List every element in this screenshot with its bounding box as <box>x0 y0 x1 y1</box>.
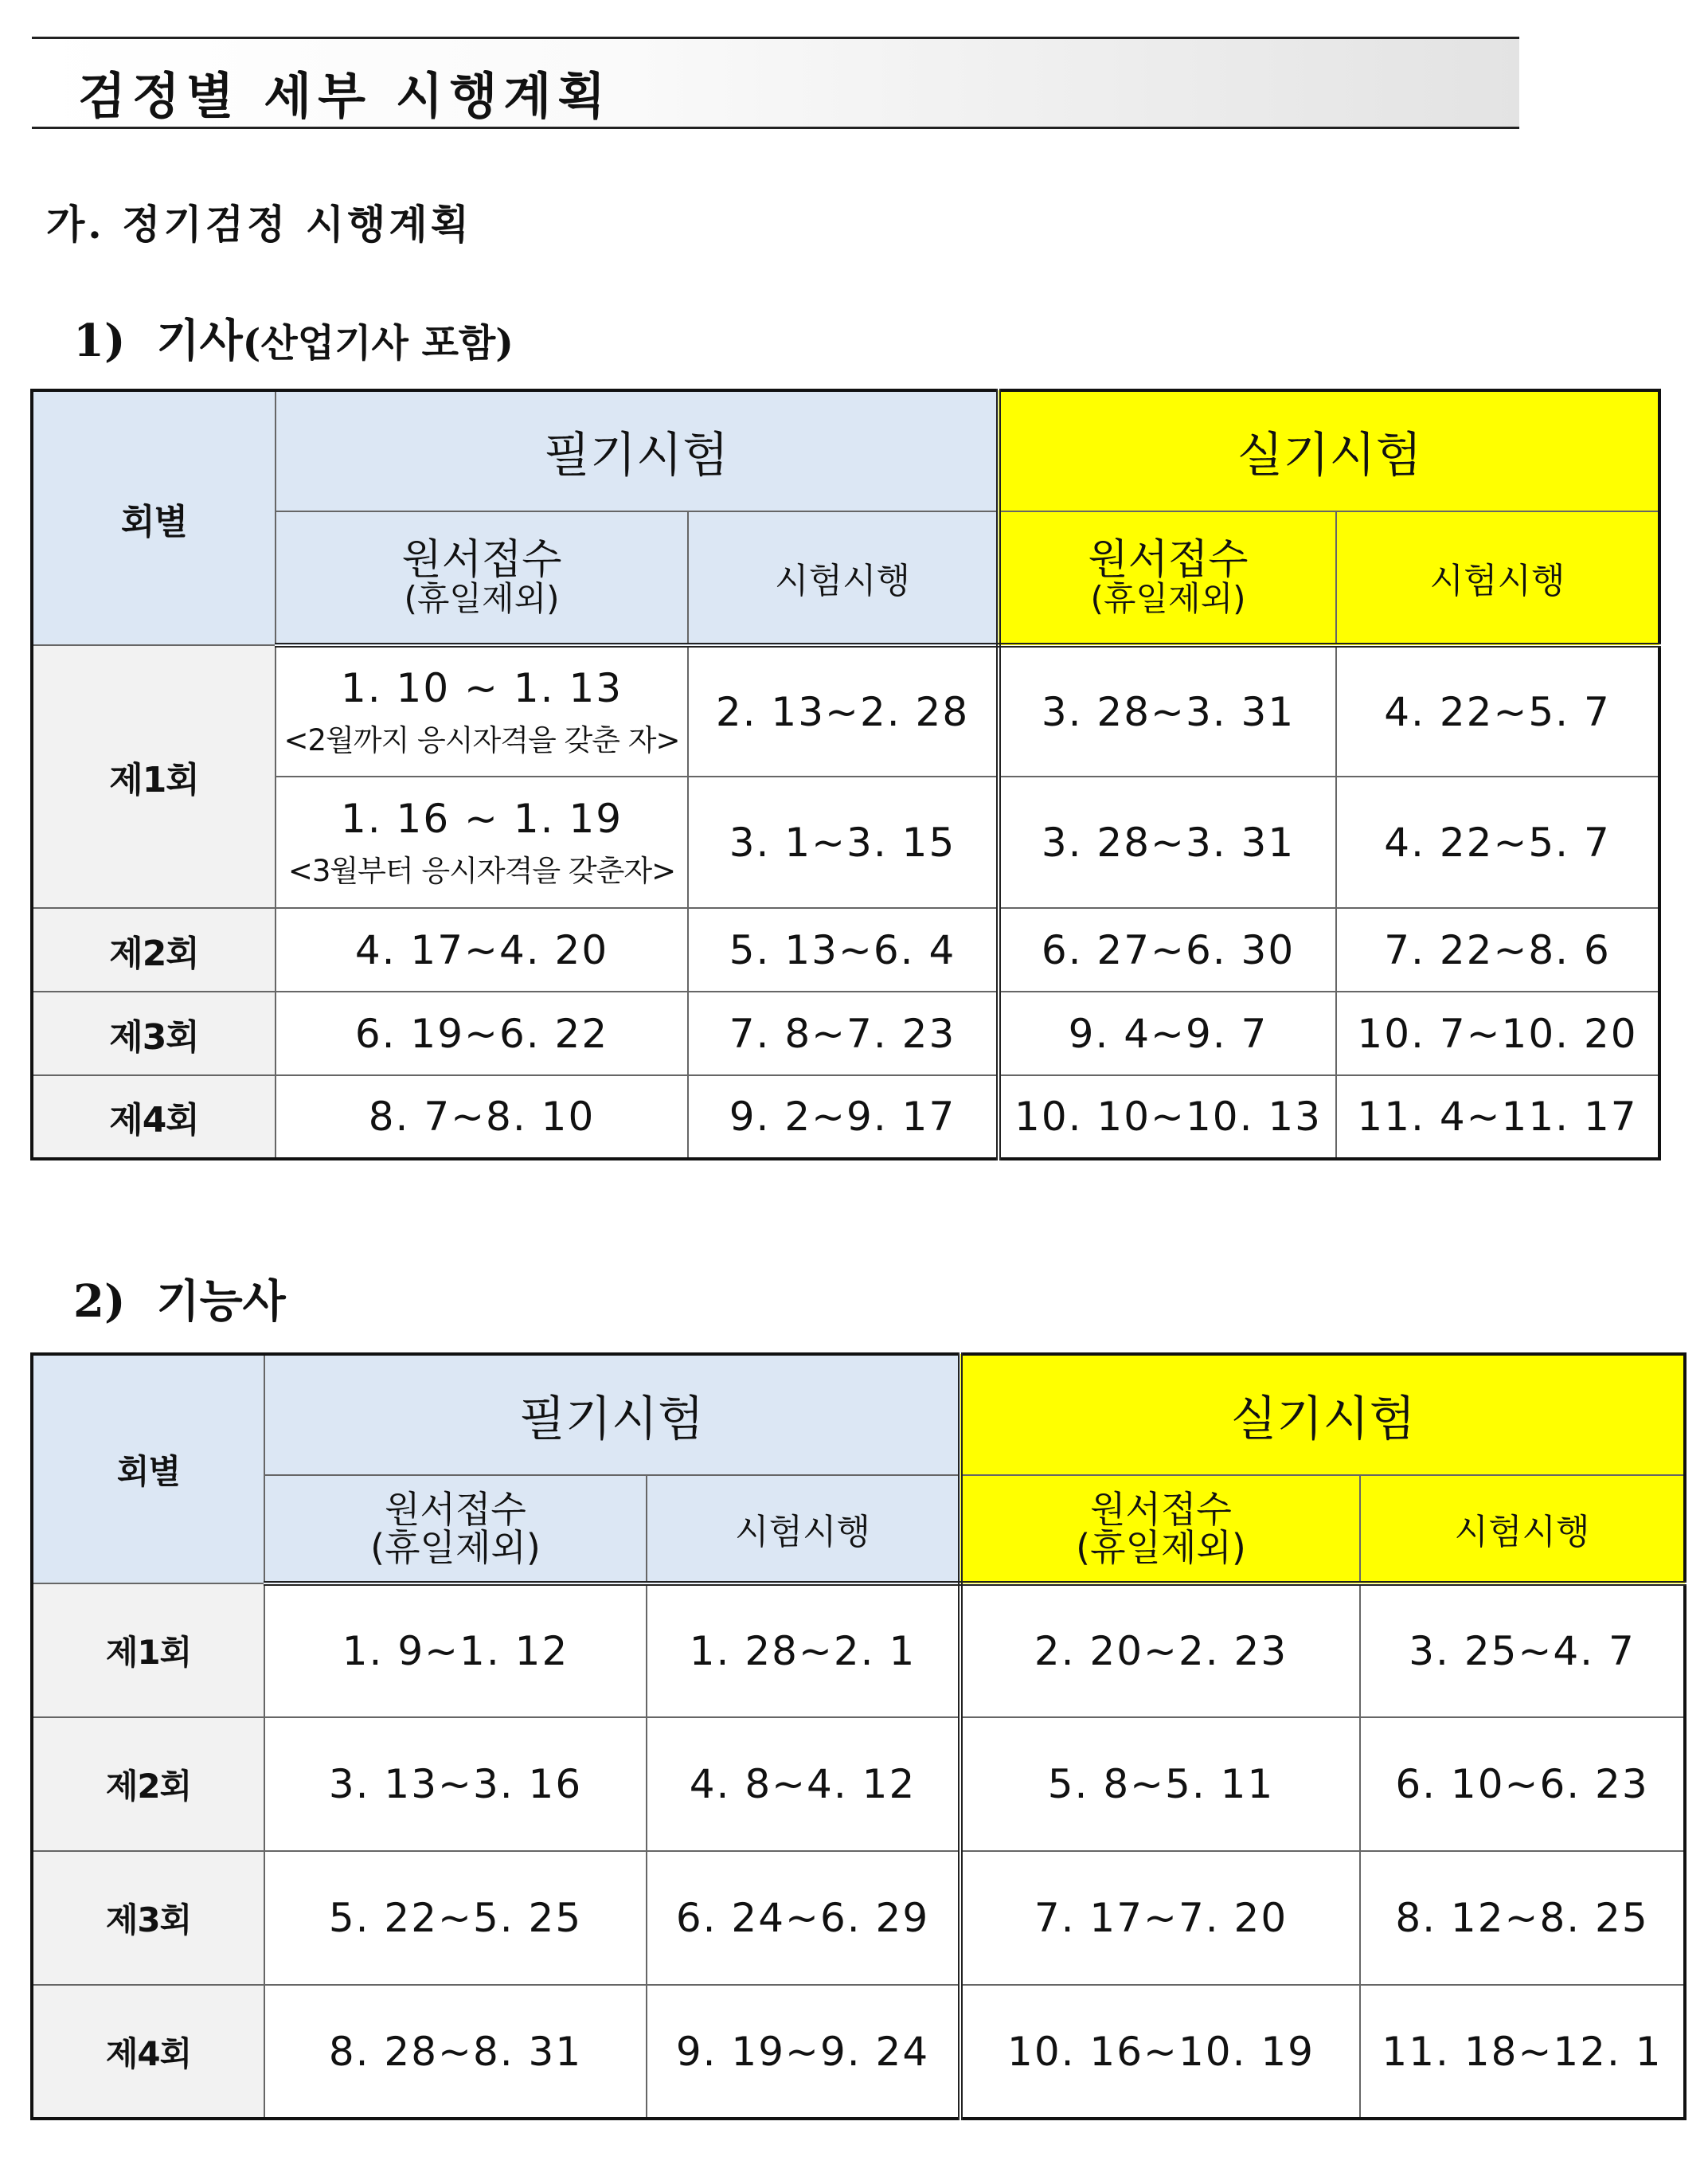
table1-header-written-apply-note: (휴일제외) <box>404 579 560 619</box>
table1-practical-exam: 7. 22~8. 6 <box>1336 908 1659 992</box>
table2-written-apply: 5. 22~5. 25 <box>264 1851 647 1985</box>
table1-practical-apply: 6. 27~6. 30 <box>999 908 1336 992</box>
table-row <box>32 992 1659 1075</box>
table1-written-apply-note: <2월까지 응시자격을 갖춘 자> <box>283 722 680 757</box>
table1-schedule <box>30 389 1661 1160</box>
table2-written-apply: 3. 13~3. 16 <box>264 1717 647 1851</box>
table2-header-practical-apply-note: (휴일제외) <box>1076 1526 1246 1569</box>
table1-written-apply: 8. 7~8. 10 <box>276 1075 688 1159</box>
table1-written-exam: 9. 2~9. 17 <box>688 1075 999 1159</box>
table2-practical-exam: 8. 12~8. 25 <box>1360 1851 1685 1985</box>
table-row <box>32 1985 1685 2119</box>
table2-group-written: 필기시험 <box>264 1354 960 1475</box>
table2-written-exam: 1. 28~2. 1 <box>647 1583 960 1717</box>
table1-header-practical-apply <box>999 511 1336 645</box>
table-row <box>32 1583 1685 1717</box>
table1-practical-apply: 9. 4~9. 7 <box>999 992 1336 1075</box>
table1-written-apply-note: <3월부터 응시자격을 갖춘자> <box>287 853 676 888</box>
table2-heading-title: 기능사 <box>156 1275 286 1328</box>
table2-written-exam: 4. 8~4. 12 <box>647 1717 960 1851</box>
section-heading: 가. 정기검정 시행계획 <box>46 201 472 248</box>
table2-round-cell: 제2회 <box>32 1717 264 1851</box>
table1-written-exam: 7. 8~7. 23 <box>688 992 999 1075</box>
table1-written-apply-date: 1. 16 ~ 1. 19 <box>340 795 623 842</box>
table1-round-cell: 제1회 <box>32 645 276 908</box>
table1-col-round: 회별 <box>32 390 276 645</box>
table2-group-practical: 실기시험 <box>960 1354 1685 1475</box>
table2-header-practical-apply <box>960 1475 1360 1583</box>
table2-header-written-exam: 시험시행 <box>647 1475 960 1583</box>
table2-heading-number: 2) <box>73 1275 126 1328</box>
table1-heading-number: 1) <box>73 315 126 367</box>
table2-practical-apply: 5. 8~5. 11 <box>960 1717 1360 1851</box>
table2-col-round: 회별 <box>32 1354 264 1583</box>
table2-practical-exam: 3. 25~4. 7 <box>1360 1583 1685 1717</box>
table1-practical-exam: 4. 22~5. 7 <box>1336 777 1659 908</box>
table1-practical-exam: 10. 7~10. 20 <box>1336 992 1659 1075</box>
page-title-bar <box>32 37 1519 129</box>
table1-practical-apply: 10. 10~10. 13 <box>999 1075 1336 1159</box>
table1-written-apply <box>276 777 688 908</box>
table2-header-practical-apply-label: 원서접수 <box>1090 1487 1232 1531</box>
table2-written-apply: 8. 28~8. 31 <box>264 1985 647 2119</box>
table1-round-cell: 제3회 <box>32 992 276 1075</box>
table1-practical-exam: 11. 4~11. 17 <box>1336 1075 1659 1159</box>
table1-written-exam: 2. 13~2. 28 <box>688 645 999 777</box>
table2-written-apply: 1. 9~1. 12 <box>264 1583 647 1717</box>
table1-written-exam: 3. 1~3. 15 <box>688 777 999 908</box>
table1-round-cell: 제4회 <box>32 1075 276 1159</box>
table2-practical-exam: 11. 18~12. 1 <box>1360 1985 1685 2119</box>
table2-practical-apply: 7. 17~7. 20 <box>960 1851 1360 1985</box>
table1-header-written-apply <box>276 511 688 645</box>
table2-heading <box>73 1266 286 1330</box>
table1-header-practical-exam: 시험시행 <box>1336 511 1659 645</box>
table-row <box>32 1851 1685 1985</box>
table1-practical-apply: 3. 28~3. 31 <box>999 645 1336 777</box>
table2-header-written-apply-label: 원서접수 <box>385 1487 526 1531</box>
table1-group-practical: 실기시험 <box>999 390 1659 511</box>
table2-practical-exam: 6. 10~6. 23 <box>1360 1717 1685 1851</box>
table2-practical-apply: 2. 20~2. 23 <box>960 1583 1360 1717</box>
table-row <box>32 777 1659 908</box>
table2-round-cell: 제4회 <box>32 1985 264 2119</box>
table-row <box>32 645 1659 777</box>
table1-header-written-exam: 시험시행 <box>688 511 999 645</box>
table1-heading-paren: (산업기사 포함) <box>242 321 514 366</box>
table1-header-written-apply-label: 원서접수 <box>401 535 562 584</box>
table2-header-practical-exam: 시험시행 <box>1360 1475 1685 1583</box>
table1-written-apply <box>276 645 688 777</box>
table-row <box>32 908 1659 992</box>
table2-header-written-apply <box>264 1475 647 1583</box>
table2-written-exam: 9. 19~9. 24 <box>647 1985 960 2119</box>
table1-written-apply-date: 1. 10 ~ 1. 13 <box>340 664 623 711</box>
table1-heading <box>73 306 514 370</box>
table1-group-written: 필기시험 <box>276 390 999 511</box>
table2-round-cell: 제1회 <box>32 1583 264 1717</box>
table1-header-practical-apply-note: (휴일제외) <box>1090 579 1246 619</box>
table1-practical-exam: 4. 22~5. 7 <box>1336 645 1659 777</box>
table1-round-cell: 제2회 <box>32 908 276 992</box>
table2-header-written-apply-note: (휴일제외) <box>370 1526 541 1569</box>
table2-practical-apply: 10. 16~10. 19 <box>960 1985 1360 2119</box>
table1-practical-apply: 3. 28~3. 31 <box>999 777 1336 908</box>
table2-round-cell: 제3회 <box>32 1851 264 1985</box>
table1-header-practical-apply-label: 원서접수 <box>1088 535 1249 584</box>
table1-written-apply: 6. 19~6. 22 <box>276 992 688 1075</box>
page-title: 검정별 세부 시행계획 <box>78 67 612 125</box>
table1-heading-title: 기사 <box>156 315 243 367</box>
table1-written-apply: 4. 17~4. 20 <box>276 908 688 992</box>
table2-written-exam: 6. 24~6. 29 <box>647 1851 960 1985</box>
table-row <box>32 1075 1659 1159</box>
table2-schedule <box>30 1352 1687 2120</box>
table1-written-exam: 5. 13~6. 4 <box>688 908 999 992</box>
table-row <box>32 1717 1685 1851</box>
